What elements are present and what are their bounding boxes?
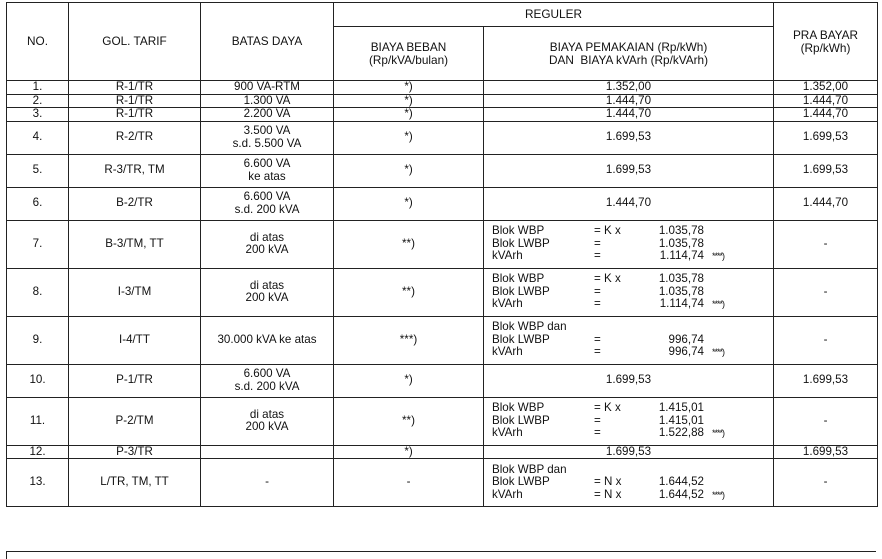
row-number: 11. (7, 397, 69, 445)
blok-label: kVArh (492, 426, 523, 440)
pra-bayar: 1.352,00 (774, 81, 878, 95)
header-no: NO. (7, 3, 69, 81)
header-gol-tarif: GOL. TARIF (69, 3, 201, 81)
biaya-pemakaian: 1.444,70 (484, 108, 774, 122)
blok-operator (594, 321, 642, 334)
blok-line (492, 427, 769, 440)
row-number: 6. (7, 187, 69, 220)
tariff-table (6, 2, 878, 507)
blok-value (642, 321, 704, 334)
footnote-mark: ****) (712, 251, 725, 262)
blok-label: kVArh (492, 487, 523, 501)
blok-operator: = (594, 413, 601, 427)
biaya-beban: *) (334, 364, 484, 397)
batas-daya: 3.500 VA s.d. 5.500 VA (201, 121, 334, 154)
blok-operator: = K x (594, 401, 621, 415)
biaya-pemakaian: 1.444,70 (484, 94, 774, 108)
pra-bayar: - (774, 459, 878, 507)
row-number: 13. (7, 459, 69, 507)
blok-line (492, 476, 769, 489)
batas-daya: 30.000 kVA ke atas (201, 316, 334, 364)
batas-daya: 900 VA-RTM (201, 81, 334, 95)
blok-label: Blok WBP (492, 224, 545, 238)
blok-label: Blok LWBP (492, 332, 550, 346)
gol-tarif: L/TR, TM, TT (69, 459, 201, 507)
batas-daya: 6.600 VA s.d. 200 kVA (201, 187, 334, 220)
gol-tarif: R-1/TR (69, 81, 201, 95)
footnote-mark: ****) (712, 428, 725, 439)
blok-label: Blok WBP (492, 401, 545, 415)
biaya-beban: **) (334, 220, 484, 268)
blok-line (492, 321, 769, 334)
table-row (7, 268, 878, 316)
biaya-beban: *) (334, 187, 484, 220)
pra-bayar: 1.699,53 (774, 445, 878, 459)
pra-bayar: 1.444,70 (774, 94, 878, 108)
blok-operator: = K x (594, 224, 621, 238)
blok-line (492, 273, 769, 286)
biaya-beban: **) (334, 397, 484, 445)
batas-daya: di atas 200 kVA (201, 268, 334, 316)
header-reguler: REGULER (334, 3, 774, 27)
blok-operator: = K x (594, 272, 621, 286)
gol-tarif: P-1/TR (69, 364, 201, 397)
batas-daya: di atas 200 kVA (201, 220, 334, 268)
pra-bayar: 1.699,53 (774, 364, 878, 397)
table-row (7, 81, 878, 95)
table-row (7, 364, 878, 397)
blok-value: 1.644,52 (658, 487, 704, 501)
blok-operator: = (594, 297, 601, 311)
table-row (7, 220, 878, 268)
batas-daya: 2.200 VA (201, 108, 334, 122)
blok-line (492, 298, 769, 311)
biaya-beban: *) (334, 154, 484, 187)
row-number: 8. (7, 268, 69, 316)
blok-line (492, 346, 769, 359)
blok-label: Blok WBP dan (492, 462, 567, 476)
gol-tarif: I-3/TM (69, 268, 201, 316)
gol-tarif: P-3/TR (69, 445, 201, 459)
biaya-pemakaian-blocks (484, 459, 774, 507)
row-number: 3. (7, 108, 69, 122)
footnote-mark: ****) (712, 347, 725, 358)
tariff-rows (7, 81, 878, 507)
pra-bayar: - (774, 220, 878, 268)
gol-tarif: R-1/TR (69, 94, 201, 108)
row-number: 9. (7, 316, 69, 364)
batas-daya: 1.300 VA (201, 94, 334, 108)
blok-label: kVArh (492, 249, 523, 263)
pra-bayar: 1.444,70 (774, 108, 878, 122)
biaya-pemakaian-blocks (484, 220, 774, 268)
row-number: 7. (7, 220, 69, 268)
table-row (7, 397, 878, 445)
gol-tarif: P-2/TM (69, 397, 201, 445)
biaya-beban: - (334, 459, 484, 507)
biaya-beban: *) (334, 121, 484, 154)
biaya-beban: *) (334, 94, 484, 108)
gol-tarif: B-2/TR (69, 187, 201, 220)
gol-tarif: R-1/TR (69, 108, 201, 122)
blok-label: Blok LWBP (492, 284, 550, 298)
row-number: 12. (7, 445, 69, 459)
blok-operator: = (594, 345, 601, 359)
table-row (7, 459, 878, 507)
blok-value: 1.035,78 (658, 236, 704, 250)
batas-daya: 6.600 VA ke atas (201, 154, 334, 187)
table-row (7, 108, 878, 122)
blok-value: 1.035,78 (658, 224, 704, 238)
pra-bayar: - (774, 316, 878, 364)
blok-value: 1.522,88 (658, 426, 704, 440)
table-row (7, 154, 878, 187)
batas-daya (201, 445, 334, 459)
blok-line (492, 225, 769, 238)
biaya-pemakaian: 1.699,53 (484, 121, 774, 154)
biaya-beban: **) (334, 268, 484, 316)
pra-bayar: 1.444,70 (774, 187, 878, 220)
row-number: 1. (7, 81, 69, 95)
blok-line (492, 415, 769, 428)
row-number: 10. (7, 364, 69, 397)
gol-tarif: B-3/TM, TT (69, 220, 201, 268)
batas-daya: di atas 200 kVA (201, 397, 334, 445)
pra-bayar: - (774, 268, 878, 316)
biaya-pemakaian: 1.444,70 (484, 187, 774, 220)
row-number: 5. (7, 154, 69, 187)
blok-value: 996,74 (668, 345, 704, 359)
table-row (7, 445, 878, 459)
biaya-pemakaian-blocks (484, 397, 774, 445)
blok-value: 1.114,74 (659, 297, 704, 311)
table-row (7, 187, 878, 220)
blok-operator: = (594, 249, 601, 263)
blok-line (492, 489, 769, 502)
pra-bayar: 1.699,53 (774, 121, 878, 154)
batas-daya: 6.600 VA s.d. 200 kVA (201, 364, 334, 397)
biaya-pemakaian: 1.699,53 (484, 154, 774, 187)
blok-line (492, 286, 769, 299)
blok-line (492, 334, 769, 347)
blok-value: 1.035,78 (658, 272, 704, 286)
gol-tarif: I-4/TT (69, 316, 201, 364)
blok-value: 996,74 (668, 332, 704, 346)
blok-operator: = N x (594, 475, 622, 489)
blok-value: 1.415,01 (658, 401, 704, 415)
blok-value: 1.644,52 (658, 475, 704, 489)
blok-label: Blok WBP (492, 272, 545, 286)
blok-label: Blok LWBP (492, 413, 550, 427)
biaya-pemakaian: 1.699,53 (484, 364, 774, 397)
blok-line (492, 250, 769, 263)
biaya-pemakaian: 1.352,00 (484, 81, 774, 95)
biaya-beban: *) (334, 81, 484, 95)
biaya-beban: ***) (334, 316, 484, 364)
blok-operator: = (594, 284, 601, 298)
row-number: 4. (7, 121, 69, 154)
pra-bayar: - (774, 397, 878, 445)
blok-value: 1.035,78 (658, 284, 704, 298)
blok-label: Blok LWBP (492, 236, 550, 250)
biaya-pemakaian-blocks (484, 268, 774, 316)
blok-label: Blok WBP dan (492, 320, 567, 334)
blok-operator: = (594, 332, 601, 346)
header-pra-bayar: PRA BAYAR (Rp/kWh) (774, 3, 878, 81)
batas-daya: - (201, 459, 334, 507)
blok-operator: = (594, 236, 601, 250)
blok-value: 1.415,01 (658, 413, 704, 427)
blok-value: 1.114,74 (659, 249, 704, 263)
footnote-mark: ****) (712, 489, 725, 500)
header-biaya-pemakaian: BIAYA PEMAKAIAN (Rp/kWh) DAN BIAYA kVArh (Rp/kVArh) (484, 27, 774, 81)
biaya-pemakaian: 1.699,53 (484, 445, 774, 459)
row-number: 2. (7, 94, 69, 108)
biaya-beban: *) (334, 445, 484, 459)
blok-line (492, 238, 769, 251)
table-row (7, 316, 878, 364)
biaya-beban: *) (334, 108, 484, 122)
blok-label: kVArh (492, 297, 523, 311)
header-batas-daya: BATAS DAYA (201, 3, 334, 81)
blok-operator: = (594, 426, 601, 440)
pra-bayar: 1.699,53 (774, 154, 878, 187)
gol-tarif: R-3/TR, TM (69, 154, 201, 187)
blok-label: Blok LWBP (492, 475, 550, 489)
table-row (7, 94, 878, 108)
blok-label: kVArh (492, 345, 523, 359)
blok-operator: = N x (594, 487, 622, 501)
table-row (7, 121, 878, 154)
blok-line (492, 402, 769, 415)
table-bottom-border (6, 551, 876, 552)
footnote-mark: ****) (712, 299, 725, 310)
header-biaya-beban: BIAYA BEBAN (Rp/kVA/bulan) (334, 27, 484, 81)
gol-tarif: R-2/TR (69, 121, 201, 154)
biaya-pemakaian-blocks (484, 316, 774, 364)
